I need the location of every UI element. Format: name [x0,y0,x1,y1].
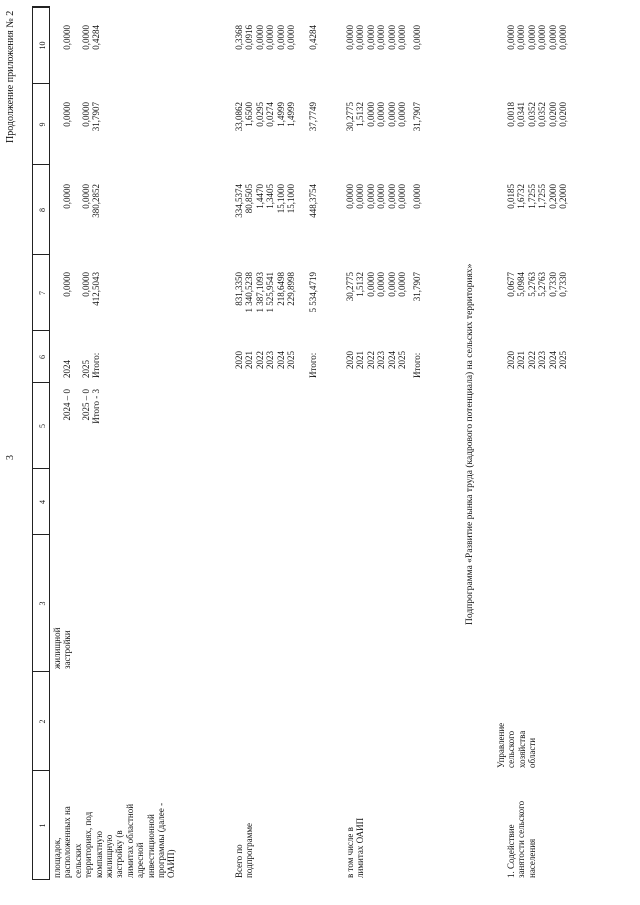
item1-col10-cell: 0,0000 [558,25,568,50]
item1-executor-line: хозяйства [516,730,527,768]
total_block-col10-cell: 0,0916 [244,25,255,50]
oaip_block-col9-cell: 0,0000 [365,102,376,127]
total_block-itogo-label: Итого: [308,352,318,378]
oaip_block-year-cell: 2022 [365,351,376,369]
header-cell-4: 4 [38,500,47,504]
total_block-year-cell: 2023 [265,351,276,369]
oaip_block-year-cell: 2021 [355,351,366,369]
oaip_block-col10-cell: 0,0000 [386,25,397,50]
housing-col3-line: жилищной [52,627,62,669]
housing-col5-cell: 2025 – 0 [81,389,91,421]
total_block-col7-cell: 831,3350 [234,272,244,306]
total_block-col8-cell: 80,8505 [244,184,255,214]
housing-label-line: программы (далее - [156,802,166,878]
oaip_block-itogo-cell: 0,0000 [412,184,422,209]
oaip_block-year-cell: 2023 [376,351,387,369]
oaip_block-col7-cell: 0,0000 [365,272,376,297]
housing-col9-cell: 0,0000 [62,102,72,127]
page-number: 3 [5,455,16,460]
header-cell-2: 2 [38,719,47,724]
oaip_block-col7-cell: 0,0000 [397,272,407,297]
subprogram-title: Подпрограмма «Развитие рынка труда (кадрового потенциала) на сельских территориях» [465,263,475,625]
item1-col8-cell: 1,7255 [537,184,548,209]
header-cell-7: 7 [38,291,47,295]
housing-col9-cell: 31,7907 [91,102,101,132]
item1-label-line: 1. Содействие [506,824,516,878]
housing-col5-cell: 2024 – 0 [62,389,72,421]
total_block-itogo-cell: 448,3754 [308,184,318,218]
item1-col7-cell: 0,7330 [558,272,568,297]
total_block-col8-cell: 334,5374 [234,184,244,218]
item1-col9-cell: 0,0200 [547,102,558,127]
total_block-col9-cell: 1,4999 [286,102,296,127]
housing-label-line: застройку (в [114,830,125,878]
item1-executor-line: сельского [506,730,517,768]
item1-col11-cell [548,0,558,22]
item1-col11-cell [506,0,516,22]
item1-col11-cell [558,0,568,22]
item1-col11-cell [516,0,526,22]
housing-label-line: сельских [72,843,83,878]
item1-col10-cell: 0,0000 [537,25,548,50]
item1-label-line: населения [526,838,537,878]
header-divider [32,6,50,7]
housing-col8-cell: 0,0000 [81,184,91,209]
oaip_block-year-cell: 2025 [397,351,407,369]
oaip_block-year-cell: 2020 [345,351,355,369]
housing-col11-cell [81,0,91,22]
item1-year-cell: 2021 [516,351,527,369]
total_block-col9-cell: 0,0274 [265,102,276,127]
oaip_block-col10-cell: 0,0000 [345,25,355,50]
housing-label-line: жилищную [104,834,114,878]
housing-col6-cell: Итого: [91,352,101,378]
oaip_block-col8-cell: 0,0000 [386,184,397,209]
item1-col7-cell: 0,7330 [547,272,558,297]
item1-col8-cell: 0,0185 [506,184,516,209]
total_block-col10-cell: 0,0000 [254,25,265,50]
housing-col3-line: застройки [62,630,73,669]
oaip_block-col7-cell: 0,0000 [386,272,397,297]
total_block-col8-cell: 1,3405 [265,184,276,209]
oaip_block-col9-cell: 30,2775 [345,102,355,132]
oaip_block-itogo-cell: 31,7907 [412,272,422,302]
total_block-col11-cell [286,0,296,22]
oaip_block-col8-cell: 0,0000 [397,184,407,209]
housing-col10-cell: 0,4284 [91,25,101,50]
total_block-year-cell: 2024 [275,351,286,369]
item1-year-cell: 2024 [547,351,558,369]
oaip_block-col10-cell: 0,0000 [376,25,387,50]
total_block-col10-cell: 0,0000 [275,25,286,50]
oaip_block-year-cell: 2024 [386,351,397,369]
housing-col5-cell: Итого - 3 [91,389,101,424]
oaip_block-itogo-label: Итого: [412,352,422,378]
oaip_block-col8-cell: 0,0000 [355,184,366,209]
oaip_block-col7-cell: 30,2775 [345,272,355,302]
total_block-label-line: Всего по [234,844,244,878]
total_block-col10-cell: 0,0000 [286,25,296,50]
oaip_block-itogo-cell: 31,7907 [412,102,422,132]
oaip_block-col10-cell: 0,0000 [365,25,376,50]
item1-col9-cell: 0,0341 [516,102,527,127]
item1-year-cell: 2025 [558,351,568,369]
header-cell-3: 3 [38,601,47,606]
item1-col10-cell: 0,0000 [547,25,558,50]
housing-label-line: территориях, под [83,811,94,878]
total_block-col11-cell [234,0,244,22]
total_block-col8-cell: 15,1000 [275,184,286,214]
total_block-col11-cell [276,0,286,22]
header-cell-5: 5 [38,424,47,428]
header-cell-10: 10 [38,41,47,50]
item1-col9-cell: 0,0352 [537,102,548,127]
item1-col8-cell: 0,2000 [547,184,558,209]
total_block-col11-cell [244,0,254,22]
oaip_block-label-line: лимитах ОАИП [355,817,366,878]
housing-col7-cell: 412,5043 [91,272,101,306]
total_block-col8-cell: 1,4470 [254,184,265,209]
item1-col9-cell: 0,0352 [526,102,537,127]
housing-col7-cell: 0,0000 [81,272,91,297]
total_block-label-line: подпрограмме [244,822,255,878]
item1-col10-cell: 0,0000 [526,25,537,50]
oaip_block-col9-cell: 0,0000 [376,102,387,127]
total_block-col11-cell [255,0,265,22]
item1-col8-cell: 0,2000 [558,184,568,209]
item1-col9-cell: 0,0018 [506,102,516,127]
housing-label-line: лимитах областной [124,803,135,878]
total_block-col9-cell: 1,4999 [275,102,286,127]
oaip_block-col10-cell: 0,0000 [355,25,366,50]
oaip_block-itogo-cell [412,0,422,22]
total_block-col7-cell: 1 525,9541 [265,272,276,313]
oaip_block-col8-cell: 0,0000 [365,184,376,209]
oaip_block-col11-cell [387,0,397,22]
total_block-col7-cell: 218,6498 [275,272,286,306]
oaip_block-col8-cell: 0,0000 [376,184,387,209]
total_block-itogo-cell: 5 534,4719 [308,272,318,313]
oaip_block-col11-cell [355,0,365,22]
total_block-itogo-cell: 37,7749 [308,102,318,132]
total_block-itogo-cell [308,0,318,22]
oaip_block-col10-cell: 0,0000 [397,25,407,50]
item1-col11-cell [537,0,547,22]
total_block-col8-cell: 15,1000 [286,184,296,214]
oaip_block-col11-cell [397,0,407,22]
oaip_block-label-line: в том числе в [345,827,355,878]
item1-year-cell: 2023 [537,351,548,369]
total_block-col7-cell: 1 340,5238 [244,272,255,313]
housing-col6-cell: 2025 [81,360,91,378]
total_block-col9-cell: 33,0862 [234,102,244,132]
housing-label-line: инвестиционной [145,814,156,878]
header-divider [32,671,50,672]
item1-col10-cell: 0,0000 [506,25,516,50]
item1-col8-cell: 1,6732 [516,184,527,209]
item1-col11-cell [527,0,537,22]
housing-label-line: ОАИП) [166,849,177,878]
item1-col9-cell: 0,0200 [558,102,568,127]
oaip_block-col7-cell: 0,0000 [376,272,387,297]
item1-year-cell: 2022 [526,351,537,369]
total_block-year-cell: 2025 [286,351,296,369]
housing-label-line: компактную [93,831,104,878]
oaip_block-col11-cell [345,0,355,22]
total_block-col11-cell [265,0,275,22]
header-cell-8: 8 [38,208,47,212]
oaip_block-col9-cell: 0,0000 [386,102,397,127]
housing-label-line: расположенных на [62,806,73,878]
item1-col7-cell: 5,0984 [516,272,527,297]
total_block-col10-cell: 0,0000 [265,25,276,50]
oaip_block-col9-cell: 1,5132 [355,102,366,127]
header-cell-9: 9 [38,122,47,127]
housing-col8-cell: 0,0000 [62,184,72,209]
header-cell-6: 6 [38,355,47,359]
header-divider [32,468,50,469]
total_block-year-cell: 2020 [234,351,244,369]
housing-label-line: адресной [135,842,146,878]
item1-col8-cell: 1,7255 [526,184,537,209]
total_block-col9-cell: 1,6500 [244,102,255,127]
item1-executor-line: области [527,737,538,768]
total_block-col10-cell: 0,3368 [234,25,244,50]
item1-executor-line: Управление [496,722,506,768]
housing-col10-cell: 0,0000 [62,25,72,50]
item1-col7-cell: 5,2763 [526,272,537,297]
housing-label-line: площадок, [52,837,62,878]
item1-col7-cell: 5,2763 [537,272,548,297]
item1-col10-cell: 0,0000 [516,25,527,50]
total_block-col7-cell: 1 387,1093 [254,272,265,313]
oaip_block-col11-cell [376,0,386,22]
housing-col11-cell [62,0,72,22]
housing-col9-cell: 0,0000 [81,102,91,127]
oaip_block-col7-cell: 1,5132 [355,272,366,297]
item1-label-line: занятости сельского [516,800,527,878]
housing-col10-cell: 0,0000 [81,25,91,50]
total_block-col9-cell: 0,0295 [254,102,265,127]
housing-col6-cell: 2024 [62,360,72,378]
housing-col8-cell: 380,2852 [91,184,101,218]
continuation-label: Продолжение приложения № 2 [5,10,16,143]
oaip_block-col9-cell: 0,0000 [397,102,407,127]
total_block-itogo-cell: 0,4284 [308,25,318,50]
total_block-year-cell: 2022 [254,351,265,369]
item1-col7-cell: 0,0677 [506,272,516,297]
header-divider [32,330,50,331]
header-divider [32,770,50,771]
housing-col7-cell: 0,0000 [62,272,72,297]
header-divider [32,164,50,165]
total_block-year-cell: 2021 [244,351,255,369]
header-divider [32,254,50,255]
header-divider [32,534,50,535]
item1-year-cell: 2020 [506,351,516,369]
total_block-col7-cell: 229,8998 [286,272,296,306]
header-cell-1: 1 [38,823,47,828]
header-divider [32,382,50,383]
header-divider [32,83,50,84]
oaip_block-itogo-cell: 0,0000 [412,25,422,50]
oaip_block-col8-cell: 0,0000 [345,184,355,209]
oaip_block-col11-cell [366,0,376,22]
